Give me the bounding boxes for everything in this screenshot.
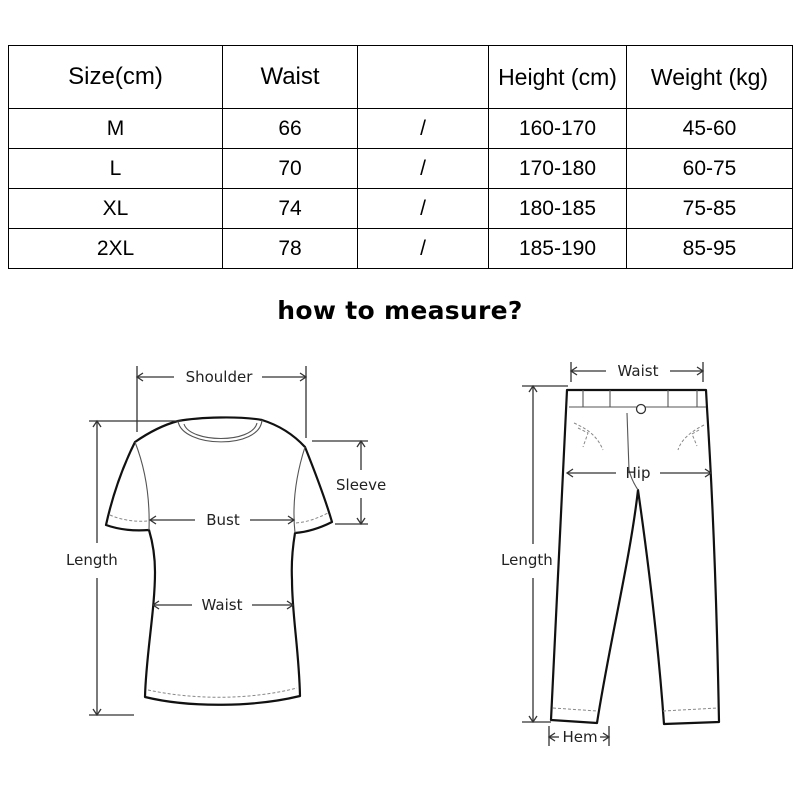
header-size: Size(cm) bbox=[9, 46, 223, 109]
cell-size: XL bbox=[9, 189, 223, 229]
section-heading: how to measure? bbox=[277, 296, 523, 325]
cell-size: M bbox=[9, 109, 223, 149]
tshirt-illustration bbox=[106, 417, 332, 704]
sleeve-dimension bbox=[312, 441, 386, 524]
header-waist: Waist bbox=[223, 46, 358, 109]
cell-blank: / bbox=[358, 229, 489, 269]
hip-label: Hip bbox=[625, 464, 651, 482]
cell-waist: 78 bbox=[223, 229, 358, 269]
pants-waist-label: Waist bbox=[617, 362, 659, 380]
shirt-waist-dimension bbox=[153, 596, 293, 614]
cell-waist: 74 bbox=[223, 189, 358, 229]
cell-height: 170-180 bbox=[489, 149, 627, 189]
shoulder-label: Shoulder bbox=[185, 368, 253, 386]
cell-height: 180-185 bbox=[489, 189, 627, 229]
cell-weight: 45-60 bbox=[627, 109, 793, 149]
shirt-waist-label: Waist bbox=[201, 596, 243, 614]
bust-label: Bust bbox=[206, 511, 240, 529]
cell-weight: 60-75 bbox=[627, 149, 793, 189]
hem-dimension bbox=[549, 726, 609, 746]
cell-size: 2XL bbox=[9, 229, 223, 269]
cell-height: 185-190 bbox=[489, 229, 627, 269]
cell-size: L bbox=[9, 149, 223, 189]
hem-label: Hem bbox=[562, 728, 598, 746]
cell-waist: 66 bbox=[223, 109, 358, 149]
cell-weight: 85-95 bbox=[627, 229, 793, 269]
hip-dimension bbox=[567, 464, 711, 482]
cell-blank: / bbox=[358, 109, 489, 149]
bust-dimension bbox=[150, 511, 294, 529]
header-weight: Weight (kg) bbox=[627, 46, 793, 109]
cell-height: 160-170 bbox=[489, 109, 627, 149]
cell-weight: 75-85 bbox=[627, 189, 793, 229]
pants-waist-dimension bbox=[571, 362, 703, 382]
pants-length-label: Length bbox=[501, 551, 553, 569]
cell-waist: 70 bbox=[223, 149, 358, 189]
header-height: Height (cm) bbox=[489, 46, 627, 109]
cell-blank: / bbox=[358, 189, 489, 229]
pants-illustration bbox=[551, 390, 719, 724]
shirt-length-label: Length bbox=[66, 551, 118, 569]
sleeve-label: Sleeve bbox=[336, 476, 387, 494]
cell-blank: / bbox=[358, 149, 489, 189]
